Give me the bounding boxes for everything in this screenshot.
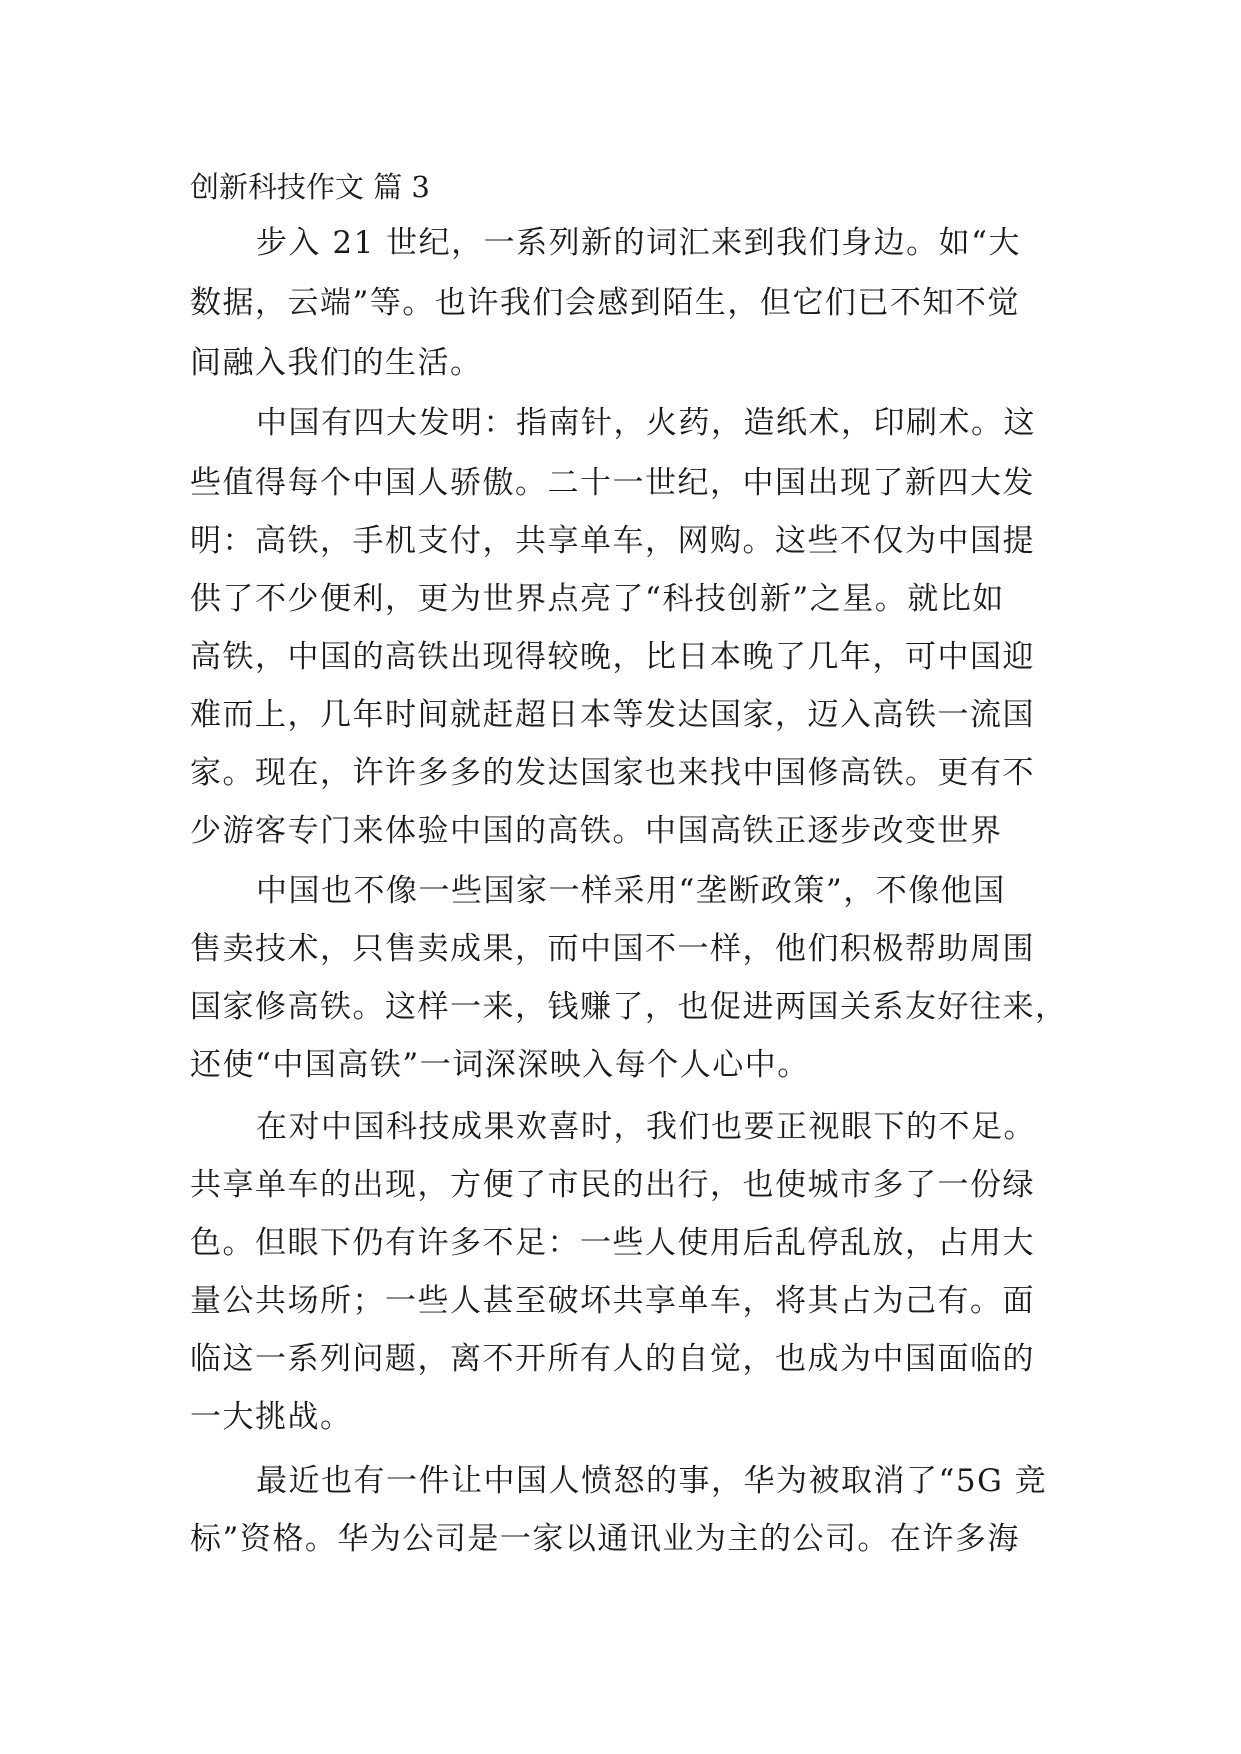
- text-line: 明：高铁，手机支付，共享单车，网购。这些不仅为中国提: [190, 523, 1035, 559]
- text-line: 家。现在，许许多多的发达国家也来找中国修高铁。更有不: [190, 755, 1035, 791]
- text-line: 供了不少便利，更为世界点亮了“科技创新”之星。就比如: [190, 581, 1005, 617]
- text-line: 标”资格。华为公司是一家以通讯业为主的公司。在许多海: [190, 1521, 1020, 1557]
- text-line: 难而上，几年时间就赶超日本等发达国家，迈入高铁一流国: [190, 697, 1035, 733]
- text-line: 量公共场所；一些人甚至破坏共享单车，将其占为己有。面: [190, 1283, 1035, 1319]
- text-line: 步入 21 世纪，一系列新的词汇来到我们身边。如“大: [256, 225, 1022, 261]
- text-line: 高铁，中国的高铁出现得较晚，比日本晚了几年，可中国迎: [190, 639, 1035, 675]
- text-line: 共享单车的出现，方便了市民的出行，也使城市多了一份绿: [190, 1167, 1035, 1203]
- text-line: 在对中国科技成果欢喜时，我们也要正视眼下的不足。: [256, 1109, 1036, 1145]
- text-line: 还使“中国高铁”一词深深映入每个人心中。: [190, 1047, 810, 1083]
- text-line: 色。但眼下仍有许多不足：一些人使用后乱停乱放，占用大: [190, 1225, 1035, 1261]
- text-line: 中国也不像一些国家一样采用“垄断政策”，不像他国: [256, 873, 1006, 909]
- text-line: 中国有四大发明：指南针，火药，造纸术，印刷术。这: [256, 405, 1036, 441]
- text-line: 一大挑战。: [190, 1399, 353, 1435]
- text-line: 临这一系列问题，离不开所有人的自觉，也成为中国面临的: [190, 1341, 1035, 1377]
- text-line: 少游客专门来体验中国的高铁。中国高铁正逐步改变世界: [190, 813, 1003, 849]
- text-line: 售卖技术，只售卖成果，而中国不一样，他们积极帮助周围: [190, 931, 1035, 967]
- document-title: 创新科技作文 篇 3: [190, 170, 430, 204]
- text-line: 国家修高铁。这样一来，钱赚了，也促进两国关系友好往来，: [190, 989, 1068, 1025]
- text-line: 些值得每个中国人骄傲。二十一世纪，中国出现了新四大发: [190, 465, 1035, 501]
- text-line: 最近也有一件让中国人愤怒的事，华为被取消了“5G 竞: [256, 1463, 1048, 1499]
- text-line: 间融入我们的生活。: [190, 345, 483, 381]
- text-line: 数据，云端”等。也许我们会感到陌生，但它们已不知不觉: [190, 285, 1020, 321]
